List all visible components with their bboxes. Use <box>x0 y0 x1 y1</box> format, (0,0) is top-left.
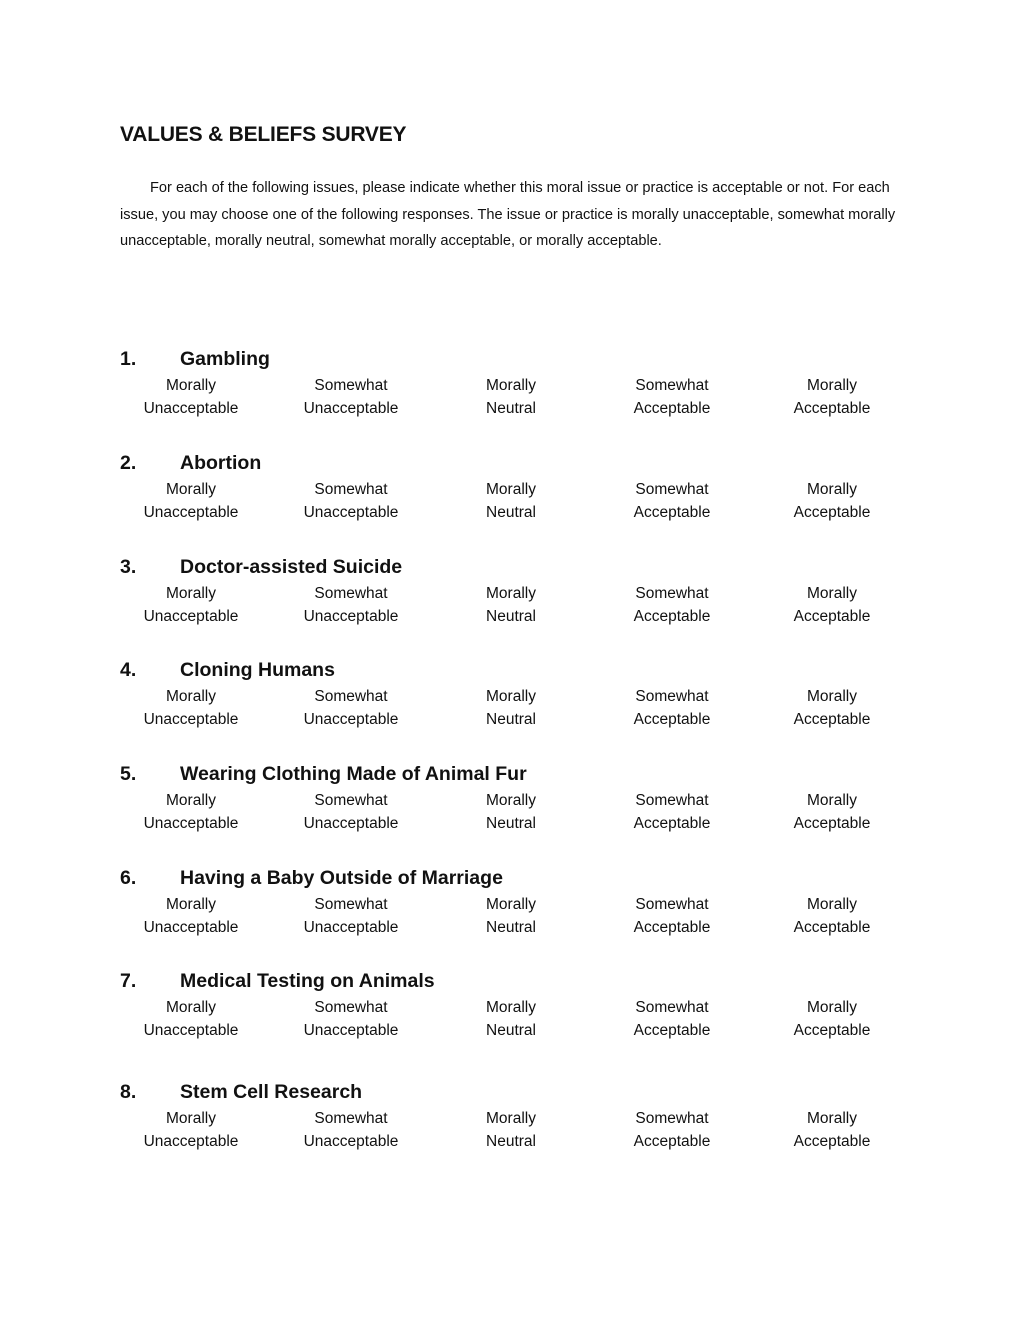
option-label-line2: Acceptable <box>633 1021 711 1039</box>
option-label-line2: Neutral <box>486 1132 536 1150</box>
option-label-line2: Neutral <box>486 814 536 832</box>
option-label-line2: Acceptable <box>793 607 871 625</box>
option-label-line1: Somewhat <box>635 585 709 602</box>
option-label-line2: Unacceptable <box>303 1132 399 1150</box>
option-label-line1: Morally <box>166 792 216 809</box>
option-label-line1: Morally <box>807 481 857 498</box>
response-option[interactable] <box>281 790 421 835</box>
response-option[interactable] <box>441 790 581 835</box>
option-label-line1: Morally <box>166 1110 216 1127</box>
response-option[interactable] <box>762 894 902 939</box>
question-number: 7. <box>120 970 137 992</box>
option-label-line2: Acceptable <box>793 503 871 521</box>
option-label-line2: Unacceptable <box>303 814 399 832</box>
option-label-line1: Morally <box>166 585 216 602</box>
response-option[interactable] <box>762 790 902 835</box>
option-label-line2: Acceptable <box>793 1021 871 1039</box>
option-label-line1: Morally <box>166 377 216 394</box>
option-label-line1: Somewhat <box>314 1110 388 1127</box>
option-label-line2: Unacceptable <box>303 1021 399 1039</box>
option-label-line1: Morally <box>486 792 536 809</box>
response-option[interactable] <box>281 583 421 628</box>
option-label-line2: Acceptable <box>633 503 711 521</box>
option-label-line2: Unacceptable <box>143 1021 239 1039</box>
response-option[interactable] <box>762 686 902 731</box>
response-options <box>120 997 920 1043</box>
response-option[interactable] <box>441 997 581 1042</box>
option-label-line2: Acceptable <box>633 1132 711 1150</box>
response-option[interactable] <box>281 686 421 731</box>
response-option[interactable] <box>762 1108 902 1153</box>
response-options <box>120 894 920 940</box>
option-label-line2: Acceptable <box>793 399 871 417</box>
option-label-line1: Morally <box>486 585 536 602</box>
option-label-line1: Morally <box>807 999 857 1016</box>
page-title: VALUES & BELIEFS SURVEY <box>120 123 407 146</box>
option-label-line1: Somewhat <box>314 688 388 705</box>
option-label-line2: Unacceptable <box>303 399 399 417</box>
question-text: Wearing Clothing Made of Animal Fur <box>180 763 527 785</box>
response-options <box>120 790 920 836</box>
question-number: 8. <box>120 1081 137 1103</box>
response-options <box>120 479 920 525</box>
option-label-line1: Morally <box>807 377 857 394</box>
option-label-line2: Neutral <box>486 1021 536 1039</box>
option-label-line2: Neutral <box>486 503 536 521</box>
response-option[interactable] <box>602 997 742 1042</box>
response-option[interactable] <box>602 1108 742 1153</box>
survey-question <box>120 968 920 1048</box>
response-option[interactable] <box>121 790 261 835</box>
option-label-line1: Somewhat <box>635 377 709 394</box>
option-label-line1: Somewhat <box>314 999 388 1016</box>
response-option[interactable] <box>441 479 581 524</box>
survey-question <box>120 865 920 945</box>
response-option[interactable] <box>281 375 421 420</box>
option-label-line1: Somewhat <box>635 896 709 913</box>
response-option[interactable] <box>121 1108 261 1153</box>
response-option[interactable] <box>441 1108 581 1153</box>
question-number: 6. <box>120 867 137 889</box>
option-label-line1: Somewhat <box>635 1110 709 1127</box>
survey-instructions: For each of the following issues, please indicate whether this moral issue or practice is acceptable or not. For each issue, you may choose one of the following responses. The issue or practice is morally unacceptable, somewhat morally unacceptable, morally neutral, somewhat morally acceptable, or morally acceptable. <box>120 180 896 249</box>
response-option[interactable] <box>602 375 742 420</box>
option-label-line1: Morally <box>807 896 857 913</box>
response-option[interactable] <box>602 894 742 939</box>
option-label-line1: Somewhat <box>635 481 709 498</box>
response-option[interactable] <box>121 997 261 1042</box>
response-option[interactable] <box>762 583 902 628</box>
survey-question <box>120 450 920 530</box>
response-option[interactable] <box>281 1108 421 1153</box>
question-text: Gambling <box>180 348 270 370</box>
response-option[interactable] <box>762 375 902 420</box>
option-label-line1: Somewhat <box>314 896 388 913</box>
question-text: Medical Testing on Animals <box>180 970 435 992</box>
question-text: Cloning Humans <box>180 659 335 681</box>
option-label-line2: Unacceptable <box>143 918 239 936</box>
option-label-line1: Morally <box>486 999 536 1016</box>
option-label-line1: Morally <box>166 481 216 498</box>
option-label-line1: Somewhat <box>314 481 388 498</box>
option-label-line2: Unacceptable <box>303 503 399 521</box>
option-label-line1: Morally <box>166 896 216 913</box>
response-option[interactable] <box>281 479 421 524</box>
option-label-line2: Acceptable <box>793 918 871 936</box>
option-label-line1: Morally <box>486 896 536 913</box>
response-options <box>120 583 920 629</box>
question-number: 3. <box>120 556 137 578</box>
option-label-line1: Somewhat <box>314 585 388 602</box>
question-number: 1. <box>120 348 137 370</box>
survey-question <box>120 1079 920 1159</box>
response-options <box>120 686 920 732</box>
response-option[interactable] <box>441 686 581 731</box>
question-text: Doctor-assisted Suicide <box>180 556 403 578</box>
survey-question <box>120 657 920 737</box>
response-option[interactable] <box>602 583 742 628</box>
response-option[interactable] <box>762 479 902 524</box>
option-label-line1: Somewhat <box>314 377 388 394</box>
response-option[interactable] <box>441 375 581 420</box>
response-option[interactable] <box>602 686 742 731</box>
option-label-line2: Unacceptable <box>143 399 239 417</box>
response-option[interactable] <box>281 997 421 1042</box>
response-option[interactable] <box>441 894 581 939</box>
option-label-line2: Unacceptable <box>143 1132 239 1150</box>
option-label-line1: Morally <box>166 688 216 705</box>
survey-question <box>120 554 920 634</box>
option-label-line2: Unacceptable <box>303 607 399 625</box>
option-label-line2: Unacceptable <box>143 503 239 521</box>
response-option[interactable] <box>121 479 261 524</box>
option-label-line1: Morally <box>486 688 536 705</box>
response-option[interactable] <box>121 375 261 420</box>
option-label-line1: Somewhat <box>635 999 709 1016</box>
option-label-line2: Unacceptable <box>303 918 399 936</box>
response-option[interactable] <box>121 583 261 628</box>
option-label-line2: Unacceptable <box>143 710 239 728</box>
question-number: 4. <box>120 659 137 681</box>
option-label-line2: Neutral <box>486 607 536 625</box>
option-label-line2: Acceptable <box>793 710 871 728</box>
option-label-line2: Unacceptable <box>143 814 239 832</box>
option-label-line2: Neutral <box>486 710 536 728</box>
option-label-line1: Morally <box>486 377 536 394</box>
response-options <box>120 375 920 421</box>
survey-question <box>120 346 920 426</box>
option-label-line1: Morally <box>807 688 857 705</box>
response-option[interactable] <box>281 894 421 939</box>
option-label-line2: Acceptable <box>793 1132 871 1150</box>
response-option[interactable] <box>121 894 261 939</box>
survey-question <box>120 761 920 841</box>
response-option[interactable] <box>762 997 902 1042</box>
option-label-line2: Unacceptable <box>303 710 399 728</box>
response-option[interactable] <box>602 479 742 524</box>
option-label-line2: Acceptable <box>633 399 711 417</box>
option-label-line1: Morally <box>807 1110 857 1127</box>
response-option[interactable] <box>121 686 261 731</box>
option-label-line1: Somewhat <box>635 688 709 705</box>
option-label-line1: Morally <box>486 1110 536 1127</box>
option-label-line2: Unacceptable <box>143 607 239 625</box>
option-label-line2: Acceptable <box>633 710 711 728</box>
response-option[interactable] <box>441 583 581 628</box>
question-number: 2. <box>120 452 137 474</box>
option-label-line2: Acceptable <box>633 814 711 832</box>
option-label-line1: Morally <box>807 585 857 602</box>
option-label-line1: Morally <box>486 481 536 498</box>
option-label-line2: Acceptable <box>633 607 711 625</box>
question-text: Having a Baby Outside of Marriage <box>180 867 503 889</box>
option-label-line1: Morally <box>166 999 216 1016</box>
question-text: Abortion <box>180 452 262 474</box>
option-label-line2: Neutral <box>486 399 536 417</box>
option-label-line2: Acceptable <box>633 918 711 936</box>
question-text: Stem Cell Research <box>180 1081 363 1103</box>
option-label-line1: Morally <box>807 792 857 809</box>
option-label-line1: Somewhat <box>314 792 388 809</box>
option-label-line1: Somewhat <box>635 792 709 809</box>
response-options <box>120 1108 920 1154</box>
question-number: 5. <box>120 763 137 785</box>
response-option[interactable] <box>602 790 742 835</box>
option-label-line2: Neutral <box>486 918 536 936</box>
option-label-line2: Acceptable <box>793 814 871 832</box>
